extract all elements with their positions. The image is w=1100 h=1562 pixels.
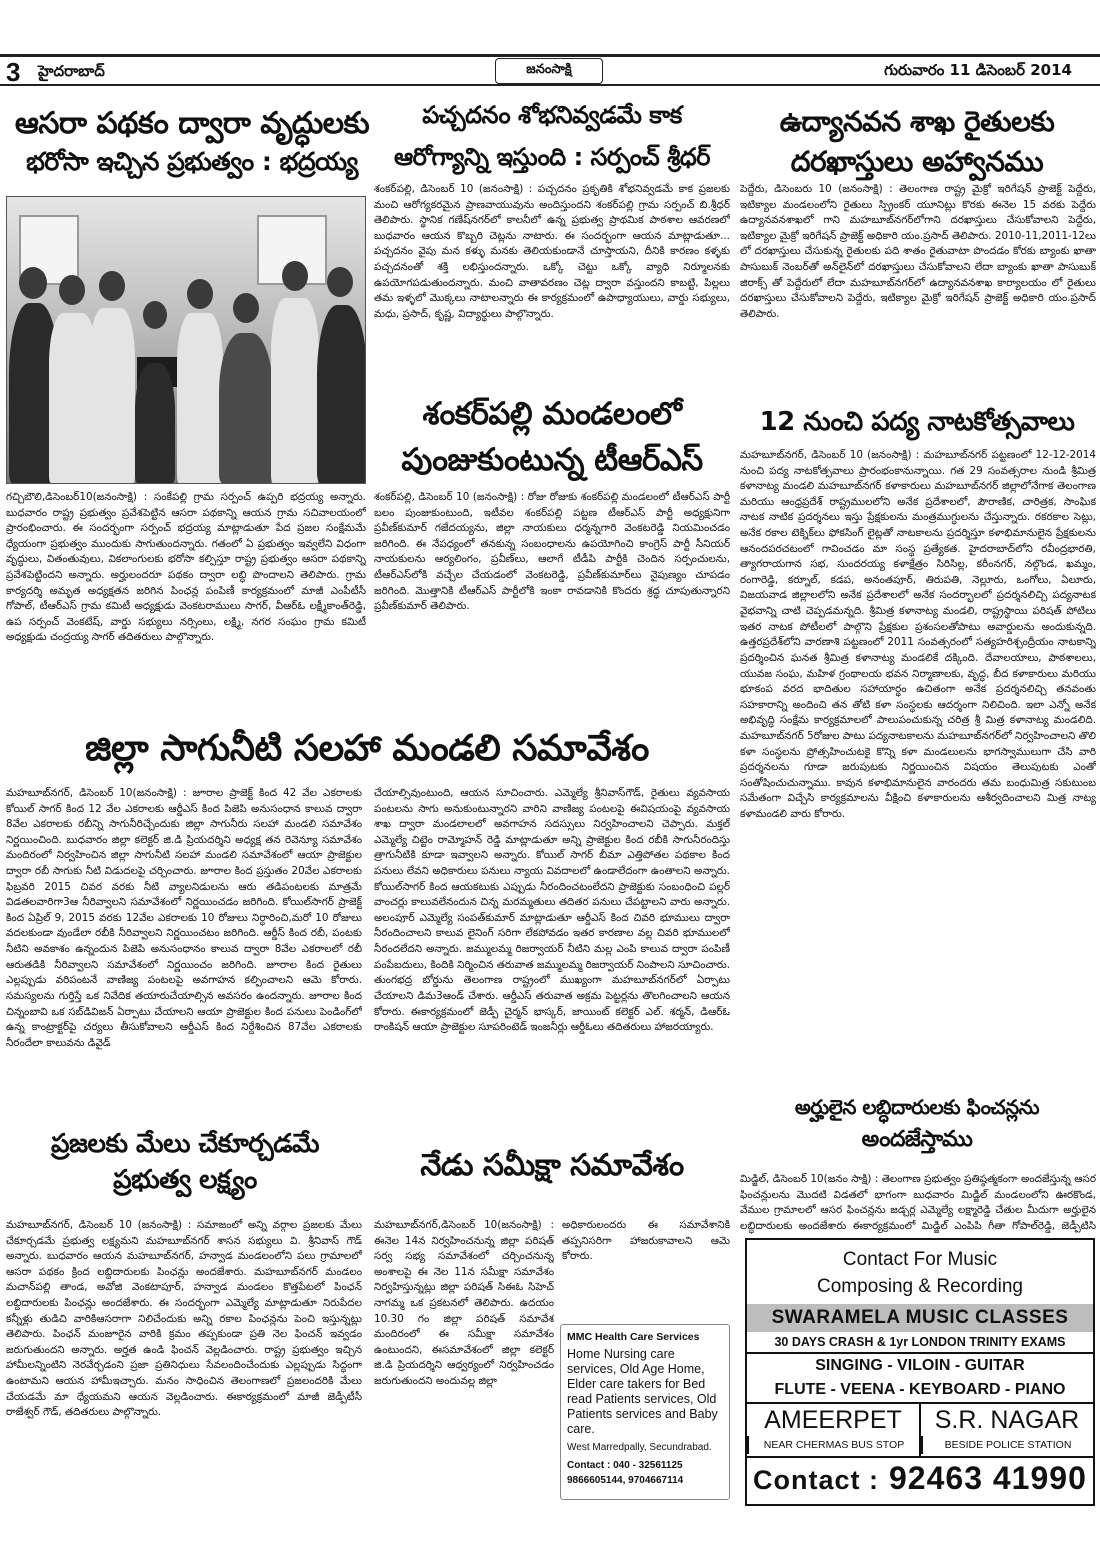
music-ad-line1: Contact For Music: [842, 1249, 998, 1270]
article-welfare-headline-line1: ప్రజలకు మేలు చేకూర్చడమే: [51, 1129, 319, 1159]
music-ad-name: SWARAMELA MUSIC CLASSES: [747, 1304, 1093, 1332]
article-trs-headline-line1: శంకర్‌పల్లి మండలంలో: [422, 396, 682, 432]
mmc-title: MMC Health Care Services: [567, 1331, 700, 1343]
article-pension-headline-line2: అందజేస్తాము: [861, 1127, 973, 1152]
article-irrigation-headline: జిల్లా సాగునీటి సలహా మండలి సమావేశం: [85, 728, 649, 769]
music-ad-line2: Composing & Recording: [817, 1276, 1023, 1297]
article-drama-festival-headline: 12 నుంచి పద్య నాటకోత్సవాలు: [759, 407, 1075, 437]
article-irrigation-body-col1: మహబూబ్‌నగర్, డిసెంబర్ 10(జనంసాక్షి) : జూరాల ప్రాజెక్ట్ కింద 42 వేల ఎకరాలకు కోయిల్ సాగర్ కింద 12 వేల ఎకరాలకు ఆర్డీఎస్ కింద పిజెపి అనుసంధాన కాలువ ద్వారా 8వేల ఎకరాలకు రబీన్ని సాగునీరిచ్చేందుకు జిల్లా సాగునీరు సలహా మండలి సమావేశం నిర్ణయించింది. బుధవారం జిల్లా కలెక్టర్ జి.డి ప్రియదర్శిని అధ్యక్ష తన రెవెన్యూ సమావేశం మందిరంలో నిర్వహించిన జిల్లా సాగునీటి సలహా మండలి సమావేశంలో ఆయా ప్రాజెక్టుల ద్వారా రబీ సాగుకు నీటి విడుదలపై చర్చించారు. జూరాల కింద ప్రస్తుతం 20వేల ఎకరాలకు ఫిబ్రవరి 2015 చివర వరకు నీటి వ్యాలనిడులను ఆరు తడిపంటలకు మాత్రమే విడతలవారిగా3ఆ నీరివ్వాలని సమావేశంలో నిర్ణయించడం జరిగింది. కోయిల్‌సాగర్ ప్రాజెక్ట్ కింద ఏప్రిల్ 9, 2015 వరకు 12వేల ఎకరాలకు 10 రోజులు నిర్ధారించి,మరో 10 రోజులు వదలకుండా వుండేలా రబీకి నీరివ్వాలని నిర్ణయించటం జరిగింది. ఆర్డీస్ కింద రబీ, పంటకు నీటిని అవకాశం ఉన్నందున పిజెపి అనుసంధానం కాలువ ద్వారా 8వేల ఎకరాలలో రబీ ఆరుతడికి నీరివ్వాలని సమావేశంలో నిర్ణయించం జరిగింది. జూరాల కింద రైతులు ఎల్లప్పుడు వరిపంటనే వాణిజ్య పంటలపై అవగాహన కల్పించాలని ఆమె కోరారు. సమస్యలను గుర్తిస్తే ఒక నివేదిక తయారుచేయాల్సిన అవసరం ఉందన్నారు. జూరాల కింద చిన్నంబావి ఒక సబ్‌డివిజన్ ఏర్పాటు చేయాలని ఆయా ప్రాజెక్టుల కింద పనులు పెండింగ్‌లో ఉన్న కాంట్రాక్టర్‌పై చర్యలు తీసుకోవాలని ఆర్డీఎస్ కింద నిర్దేశించిన 87వేల ఎకరాలకు నీరందేలా కాలువను డివైడ్: [6, 787, 362, 1049]
branch-sr-nagar: [919, 1404, 1093, 1456]
branch-sr-nagar-name: S.R. NAGAR: [934, 1406, 1080, 1434]
article-welfare-body: మహబూబ్‌నగర్, డిసెంబర్ 10 (జనంసాక్షి) : సమాజంలో అన్ని వర్గాల ప్రజలకు మేలు చేకూర్చడమే ప్రభుత్వ లక్ష్యమని మహబూబ్‌నగర్ శాసన సభ్యులు వి. శ్రీనివాస్ గౌడ్ అన్నారు. బుధవారం ఆయన మహబూబ్‌నగర్, హన్వాడ మండలంలోని పలు గ్రామాలలో ఆసరా పథకం క్రింద లబ్దిదారులకు పింఛన్లు అందజేశారు. మహబూబ్‌నగర్ మండలం మచాన్‌పల్లి తాండ, అవోజి వెంకటాపూర్, హన్వాడ మండలం కొత్తపేటలో పింఛన్ లబ్దిదారులకు పింఛన్లు అందజేశారు. ఈ సందర్భంగా ఎమ్మెల్యే మాట్లాడుతూ నిరుపేదల కన్నీళ్లు తుడిచి వారికిఆసరాగా నిలిచేందుకు అన్ని రకాల పింఛన్లను పెంచి ఇస్తున్నట్లు తెలిపారు. పింఛన్ మంజూరైన వారికి క్రమం తప్పకుండా ప్రతి నెల ఫించన్ ఇవ్వడం జరుగుతుందని అన్నారు. అర్హత ఉండి ఫించన్ వెల్లడించారు. రాష్ట్ర ప్రభుత్వం ఇచ్చిన హామీలన్నింటిని నెరవేర్చడంని ప్రజా ప్రతినిధులు సేవలందించేందుకు ఎల్లప్పుడు సిద్ధంగా ఉంటామని ఆయన హామీఇచ్చారు. మనం సాధించిన తెలంగాణలో ప్రజలందరికి మేలు చేయడమే మా ధ్యేయమని ఆయన వెల్లడించారు. ఈకార్యక్రమంలో మాజీ జెడ్పీటీసీ రాజేశ్వర్ గౌడ్, తదితరులు పాల్గొన్నారు.: [6, 1219, 362, 1419]
article-review-meeting-body-col2: అధికారులందరు ఈ సమావేశానికి తప్పనిసరిగా హాజరుకావాలని ఆమె కోరారు.: [562, 1219, 730, 1263]
article-horticulture-headline-line2: దరఖాస్తులు అహ్వానము: [790, 145, 1044, 178]
edition-city: హైదరాబాద్: [38, 62, 105, 80]
article-asara-headline-line1: ఆసరా పథకం ద్వారా వృద్ధులకు: [14, 106, 370, 141]
issue-date: గురువారం 11 డిసెంబర్ 2014: [884, 61, 1072, 79]
branch-sr-nagar-note: BESIDE POLICE STATION: [921, 1436, 1093, 1454]
news-photo-pension-distribution: [6, 196, 366, 484]
page-number: 3: [6, 57, 21, 87]
article-pension-body: మిడ్జిల్, డిసెంబర్ 10(జనం సాక్షి) : తెలంగాణ ప్రభుత్వం ప్రతిష్ఠత్మకంగా అందజేస్తున్న ఆసర ఫించన్లులను మొదటి విడతలో భాగంగా బుధవారం మిడ్జిల్ మండలంలోని ఊరకొండ, వేముల గ్రామాలలో ఆసర ఫించన్లను జడ్చర్ల ఎమ్మెల్యే లక్ష్మారెడ్డి చేతుల మీదుగా అర్హులైన లబ్ధిదారులకు అందజేశారు ఈకార్యక్రమంలో మిడ్జిల్ ఎంపిపి గీతా గోపాల్‌రెడ్డి, జెడ్పీటిసి: [740, 1173, 1096, 1232]
article-trs-body: శంకర్‌పల్లి, డిసెంబర్ 10 (జనంసాక్షి) : రోజు రోజుకు శంకర్‌పల్లి మండలంలో టీఆర్ఎస్ పార్టీ బలం పుంజుకుంటుంది, ఇటీవల శంకర్‌పల్లి పట్టణ టీఆర్ఎస్ పార్టీ అధ్యక్షునిగా ప్రవీణ్‌కుమార్ గజేదయ్యను, జిల్లా నాయకులు ధర్మన్నగారి వెంకటరెడ్డి నియమించడం జరిగింది. ఈ నేపధ్యంలో తనకున్న సంబంధాలను ఉపయోగించి కాంగ్రెస్ పార్టీ సీనియర్ నాయకులను ఆర్యలింగం, ప్రవీణ్‌లు, ఆలాగే టీడీపి పార్టీకి చెందిన సర్పంచులను, టీఆర్ఎస్‌లోకి వచ్చేల చేయడంలో వెంకటరెడ్డి, ప్రవీణ్‌కుమార్‌లు నైపుణ్యం చూపడం జరిగింది. మొత్తానికి టీఆర్ఎస్ పార్టీలోకి ఇంకా రావడానికి కొందరు శ్రద్ధ చూపుతున్నారని ప్రవీణ్‌కుమార్ తెలిపారు.: [374, 491, 730, 613]
article-pension-headline-line1: అర్హులైన లబ్ధిదారులకు ఫించన్లను: [794, 1095, 1040, 1119]
branch-ameerpet-note: NEAR CHERMAS BUS STOP: [747, 1436, 919, 1454]
mmc-address: West Marredpally, Secundrabad.: [567, 1442, 712, 1453]
article-greenery-headline-line2: ఆరోగ్యాన్ని ఇస్తుంది : సర్పంచ్ శ్రీధర్: [394, 143, 710, 171]
music-ad-contact: [747, 1458, 1093, 1500]
mmc-health-care-ad: [560, 1324, 730, 1500]
article-greenery-body: శంకర్‌పల్లి, డిసెంబర్ 10 (జనంసాక్షి) : పచ్చదనం ప్రకృతికి శోభనివ్వడమే కాక ప్రజలకు మంచి ఆరోగ్యకరమైన ప్రాణవాయువును అందిస్తుందని శంకర్‌పల్లి గ్రామ సర్పంచ్ బి.శ్రీధర్ తెలిపారు. స్థానిక గణేష్‌నగర్‌లో కాలనీలో ఉన్న ప్రభుత్వ ప్రాథమిక పాఠశాల ఆవరణలో బుధవారం ఆయన కొబ్బరి చెట్లను నాటారు. ఈ సందర్భంగా ఆయన మాట్లాడుతూ... పచ్చదనం వైపు మన కళ్ళు మనకు తెలియకుండానే చూస్తాయని, దీనికి కారణం కళ్ళకు పచ్చదనంతో శక్తి లభిస్తుందన్నారు. ఒక్కో చెట్టు ఒక్కో వ్యాధి నిర్మూలనకు ఉపయోగపడుతుందన్నారు. మంచి వాతావరణం చెట్ల ద్వారా వస్తుందని కాబట్టి, పిల్లలు తమ ఇళ్ళలో మొక్కలు నాటాలన్నారు ఈ కార్యక్రమంలో ఉపాధ్యాయులు, వార్డు సభ్యులు, మధు, ప్రసాద్, కృష్ణ, విద్యార్థులు పాల్గొన్నారు.: [374, 183, 730, 320]
article-irrigation-body-col2: చేయాల్సివుంటుంది, ఆయన సూచించారు. ఎమ్మెల్యే శ్రీనివాస్‌గౌడ్, రైతులు వ్యవసాయ పంటలను సాగు అనుకుంటున్నారని వారిని వాణిజ్య పంటలపై ఈవిషయంపై వ్యవసాయ శాఖ ద్వారా మండలాలలో అవగాహన సదస్సులు నిర్వహించాలని చెప్పారు. మక్తల్ ఎమ్మెల్యే చిట్టెం రామ్మోహన్ రెడ్డి మాట్లాడుతూ అన్ని ప్రాజెక్టుల కింద రబీకి సాగునీరందిస్తు త్రాగునీటికి కూడా ఇవ్వాలని అన్నారు. కోయిల్ సాగర్ బీమా ఎత్తిపోతల పథకాల కింద పనులు లేవని అధికారులు పనులు న్యాయ వివదాలలో ఉండాలేదంగా ఉంతాలని అన్నారు. కోయిల్‌సాగర్ కింద ఆయకటుకు ఎప్పుడు నీరందించటంలేదని ప్రాజెక్టుకు సంబంధించి పల్లర్ వాంచర్లు కాలువలేనందున చిన్న మరమ్మతులు తదితర పనులు చేపట్టాలని వారు అన్నారు. అలంపూర్ ఎమ్మెల్యే సంపత్‌కుమార్ మాట్లాడుతూ ఆర్డీఎస్ కింద చివరి భూములు ద్వారా నీరందించాలని కాలువ లైనింగ్ సరిగా లేకపోవడం ఇతర కారణాల వల్ల చివరి భూములలో నీరందలేదని అన్నారు. జమ్ములమ్మ రిజర్వాయర్ నీటిని మల్ల ఎంపి కాలువ ద్వారా పంపిణీ పంపేబదులు, కిందికి నిర్మించిన తరువాత జమ్ములమ్మ రిజర్వాయర్ నింపాలని సూచించారు. తుంగభద్ర బోర్డును తెలంగాణ రాష్ట్రంలో ముఖ్యంగా మహబూబ్‌నగర్‌లో ఏర్పాటు చేయాలని డిమ3ఆండ్ చేశారు. ఆర్డీఎస్ తరువాత అక్రమ పెట్టర్లను తొలగించాలని ఆయన కోరారు. ఈకార్యక్రమంలో జెడ్పీ చైర్మన్ భాస్కర్, జాయింట్ కలెక్టర్ ఎల్. శర్మన్, డిఆర్ఓ రాంకిషన్ ఆయా ప్రాజెక్టుల సూపరింటెడ్ ఇంజనీర్లు ఆర్డీఓలు తదితరులు హాజరయ్యారు.: [374, 787, 730, 1034]
mmc-contact-block: [567, 1458, 683, 1488]
music-ad-instruments-2: FLUTE - VEENA - KEYBOARD - PIANO: [774, 1381, 1066, 1398]
article-trs-headline-line2: పుంజుకుంటున్న టీఆర్ఎస్: [401, 442, 703, 478]
music-ad-contact-label: Contact :: [753, 1465, 879, 1495]
article-welfare-headline-line2: ప్రభుత్వ లక్ష్యం: [113, 1165, 257, 1195]
mmc-contact: Contact : 040 - 32561125: [567, 1460, 683, 1471]
mmc-description: Home Nursing care services, Old Age Home, Elder care takers for Bed read Patients services, Old Patients services and Baby care.: [567, 1347, 718, 1436]
article-greenery-headline-line1: పచ్చదనం శోభనివ్వడమే కాక: [422, 101, 682, 129]
article-review-meeting-body-col1: మహబూబ్‌నగర్,డిసెంబర్ 10(జనంసాక్షి) : ఈనెల 14న నిర్వహించనున్న జిల్లా పరిషత్ సర్వ సభ్య సమావేశంలో చర్చించనున్న అంశాలపై ఈ నెల 11న సమీక్షా సమావేశం నిర్వహిస్తున్నట్లు జిల్లా పరిషత్ సిఈఓ సిహెచ్ నాగమ్మ ఒక ప్రకటనలో తెలిపారు. ఉదయం 10.30 గం జిల్లా పరిషత్ సమావేశ మందిరంలో ఈ సమీక్షా సమావేశం ఉంటుందని, ఈసమావేశంలో జిల్లా కలెక్టర్ జి.డి ప్రియదర్శిని ఆధ్వర్యంలో నిర్వహించడం జరుగుతుందని అందువల్ల జిల్లా: [374, 1219, 554, 1388]
article-asara-headline-line2: భరోసా ఇచ్చిన ప్రభుత్వం : భద్రయ్య: [26, 147, 358, 176]
article-drama-festival-body: మహబూబ్‌నగర్, డిసెంబర్ 10 (జనంసాక్షి) : మహబూబ్‌నగర్ పట్టణంలో 12-12-2014 నుంచి పద్య నాటకోత్సవాలు ప్రారంభంకానున్నాయి. గత 29 సంవత్సరాల నుండి శ్రీమిత్ర కళానాట్య మండలి మహబూబ్‌నగర్ కళాకారులు మహబూబ్‌నగర్ జిల్లాలోనేగాక తెలంగాణ మరియు ఆంధ్రప్రదేశ్ రాష్ట్రములలోని అనేక ప్రదేశాలలో, పౌరాణిక, చారిత్రక, సాంఘిక నాటక నాటిక ప్రదర్శనలు ఇస్తు ప్రేక్షకులను మంత్రముగ్ధులను చేస్తున్నారు. రకరకాల సెట్లు, అనేక రకాల టెక్నిక్‌లు ఫోకసింగ్ లైట్లతో నాటకాలను ప్రదర్శిస్తూ కళాభిమానులైన ప్రేక్షకులను ఆనందపరచటంలో గావించడం మా సంస్థ ప్రత్యేకత. హైదరాబాద్‌లోని రవీంద్రభారతి, త్యాగరాయగాన సభ, సుందరయ్య కళాక్షేత్రం సిరిసిల్ల, కరీంనగర్, నల్గొండ, ఖమ్మం, రంగారెడ్డి, కర్నూల్, కడప, అనంతపూర్, తిరుపతి, నెల్లూరు, ఒంగోలు, ఏలూరు, విజయవాడ జిల్లాలలోని అనేక ప్రదేశాలలో అనేక సందర్భాలలో ప్రదర్శనలిచ్చి పద్యనాటక వైభవాన్ని చాటి చెప్పడమన్నది. శ్రీమిత్ర కళానాట్య మండలి, రాష్ట్రస్థాయి పరిషత్ పోటిలు ఇతర నాటక పోటీలలో పాల్గొని ప్రేక్షకుల ప్రశంసలతోపాటు అవార్డులను అందుకున్నది. ఉత్తరప్రదేశ్‌లోని వారణాశి పట్టణంలో 2011 సంవత్సరంలో సత్యహరిశ్చంద్రీయం నాటకాన్ని ప్రదర్శించిన ఘనత శ్రీమిత్ర కళానాట్య మండలికే దక్కింది. దేవాలయాలు, పాఠశాలలు, యువజ సంఘ, మహిళ గ్రంథాలయ భవన నిర్మాణాలకు, వృద్ధ, బీద కళాకారులు మరియు భూకంప వరద భాదితుల సహాయార్థం ఉచితంగా అనేక ప్రదర్శనలిచ్చి తనవంతు సహకారాన్ని అందించి తన తోటి కళా సంస్థలకు ఆదర్శంగా నిలిచింది. ఇలా ఎన్నో అనేక అభివృద్ధి సంక్షేమ కార్యక్రమాలలో పాలుపంచుకున్న చరిత్ర శ్రీ మిత్ర కళానాట్య మండలిది. మహబూబ్‌నగర్ 5రోజుల పాటు పద్యనాటకాలను మహబూబ్‌నగర్‌లో నిర్వహించాలని తొలి కళా సంస్థలను ప్రోత్సహించుటకై కొన్ని కళా మండలులను భాగస్వాములుగా చేసి వారి ప్రదర్శనలను గూడా జరుపుటకు నిర్ణయించిన విషయం తెలుపుటకు ఎంతో సంతోషించుచున్నాము. కావున కళాభిమానులైన వారందరు తమ బంధుమిత్ర సకుటుంబ సమేతంగా విచ్చేసి కార్యక్రమాలను వీక్షించి కళాకారులను ఆశీర్వదించాలని మిత్ర నాట్య కళామండలి వారు కోరారు.: [740, 449, 1096, 821]
branch-ameerpet-name: AMEERPET: [764, 1406, 902, 1434]
swaramela-music-ad: [745, 1238, 1095, 1506]
music-ad-contact-number: 92463 41990: [889, 1460, 1087, 1496]
newspaper-logo: జనంసాక్షి: [495, 58, 603, 84]
music-ad-instruments-1: SINGING - VILOIN - GUITAR: [815, 1357, 1025, 1374]
mmc-phones: 9866605144, 9704667114: [567, 1475, 684, 1486]
music-ad-tagline: 30 DAYS CRASH & 1yr LONDON TRINITY EXAMS: [747, 1332, 1093, 1354]
branch-ameerpet: [747, 1404, 919, 1456]
article-horticulture-body: పెద్దేరు, డిసెంబరు 10 (జనంసాక్షి) : తెలంగాణ రాష్ట్ర మైక్రో ఇరిగేషన్ ప్రాజెక్ట్ పెద్దేరు, ఇటిక్యాల మండలంలోని రైతులు స్ప్రింకర్ యూనిట్లు కొరకు ఈనెల 15 వరకు పెద్దేరు ఉద్యానవనశాఖలో గాని మహబూబ్‌నగర్‌లోగాని దరఖాస్తులు చేసుకోవాలని పెద్దేరు, ఇటిక్యాల మైక్రో ఇరిగేషన్ ప్రాజెక్ట్ అధికారి యం.ప్రసాద్ తెలిపారు. 2010-11,2011-12లు లో దరఖాస్తులు చేసుకున్న రైతులకు పది శాతం రైతువాటా పొందడం కోరకు బ్యాంకు ఖాతా పాసుబుక్ నెంబర్‌తో అన్‌లైన్‌లో దరఖాస్తులు చేసుకోవాలని లేదా బ్యాంకు ఖాతా పాసుబుక్ జిరాక్స్ తో పెద్దేరులో లేదా మహబూబ్‌నగర్‌లో ఉద్యానవనశాఖ కార్యాలయం లో రైతులు దరఖాస్తులు చేసుకోవాలని పెద్దేరు, ఇటిక్యాల మైక్రో ఇరిగేషన్ ప్రాజెక్ట్ అధికారి యం.ప్రసాద్ తెలిపారు.: [740, 183, 1096, 320]
article-horticulture-headline-line1: ఉద్యానవన శాఖ రైతులకు: [779, 105, 1055, 138]
article-asara-body: గచ్చిబౌలి,డిసెంబర్10(జనంసాక్షి) : సంకేపల్లి గ్రామ సర్పంచ్ ఉప్పరి భద్రయ్య అన్నారు. బుధవారం రాష్ట్ర ప్రభుత్వం ప్రవేశపెట్టిన ఆసరా పథకాన్ని ఆయన గ్రామ సచివాలయంలో ప్రారంభించారు. ఈ సందర్భంగా సర్పంచ్ భద్రయ్య మాట్లాడుతూ పేద ప్రజల సంక్షేమమే ధ్యేయంగా ప్రభుత్వం ముందుకు సాగుతుందన్నారు. గతంలో ఏ ప్రభుత్వం ఇవ్వలేని విధంగా వృద్ధులు, వితంతువులు, వికలాంగులకు భరోసా కల్పిస్తూ రాష్ట్ర ప్రభుత్వం ఆసరా పథకాన్ని ప్రవేశపెట్టిందని అన్నారు. అర్హులందరూ పథకం ద్వారా లబ్ధి పొందాలని తెలిపారు. గ్రామ కార్యదర్శి అమృత అధ్యక్షతన జరిగిన పింఛన్ల పంపిణీ కార్యక్రమంలో మాజీ ఎంపీటీసీ గోపాల్, టీఆర్ఎస్ గ్రామ కమిటీ అధ్యక్షుడు వెంకటరాములు సాగర్, వీఆర్ఓ లక్ష్మీకాంత్‌రెడ్డి, ఉప సర్పంచ్ వెంకటేష్, వార్డు సభ్యులు నర్సింలు, లక్ష్మి, నగర సంఘం గ్రామ కమిటీ అధ్యక్షుడు చంద్రయ్య సాగర్ తదితరులు పాల్గొన్నారు.: [6, 491, 366, 644]
article-review-meeting-headline: నేడు సమీక్షా సమావేశం: [420, 1148, 684, 1183]
music-ad-branches: [747, 1402, 1093, 1458]
